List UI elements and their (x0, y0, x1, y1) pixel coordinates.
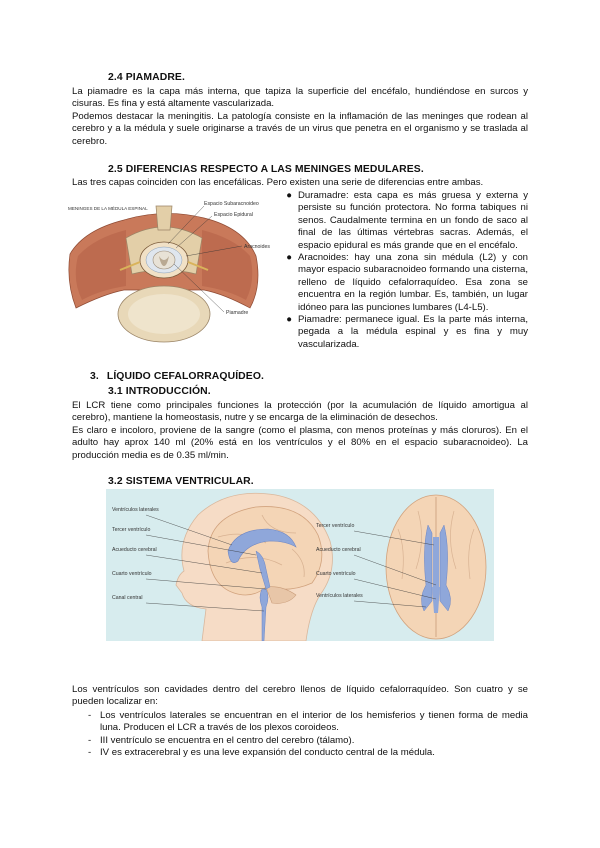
ventricular-system-figure (106, 489, 494, 641)
paragraph: El LCR tiene como principales funciones la protección (por la acumulación de líquido amortigua al cerebro), mantiene la homeostasis, nutre y se encarga de la eliminación de desechos. (72, 400, 528, 424)
dash-icon: - (88, 734, 92, 746)
section-piamadre-body (72, 86, 528, 148)
paragraph: Podemos destacar la meningitis. La patología consiste en la inflamación de las meninges que rodean al cerebro y a la médula y suele originarse a través de un virus que penetra en el organismo y se traslada al cerebro. (72, 110, 528, 147)
bullet-icon: ● (286, 314, 292, 326)
list-item: ● Piamadre: permanece igual. Es la parte más interna, pegada a la médula espinal y es fina y muy vascularizada. (276, 314, 528, 351)
section-heading-lcr: 3. LÍQUIDO CEFALORRAQUÍDEO. (90, 371, 264, 382)
section-heading-piamadre: 2.4 PIAMADRE. (108, 72, 185, 83)
section-introduccion-body (72, 400, 528, 462)
label-espacio-subaracnoideo: Espacio Subaracnoideo (204, 201, 259, 207)
label-espacio-epidural: Espacio Epidural (214, 212, 253, 218)
label-aracnoides: Aracnoides (244, 244, 270, 250)
list-item: - III ventrículo se encuentra en el centro del cerebro (tálamo). (72, 735, 528, 747)
section-heading-sistema-ventricular: 3.2 SISTEMA VENTRICULAR. (108, 476, 254, 487)
list-item: ● Aracnoides: hay una zona sin médula (L2) y con mayor espacio subaracnoideo formando una cisterna, relleno de líquido cefalorraquídeo. Esa zona se encuentra en la región lumbar. Es, también, un lugar idóneo para las punciones lumbares (L4-L5). (276, 252, 528, 314)
label-cuarto-ventriculo-top: Cuarto ventrículo (316, 571, 356, 577)
section-heading-introduccion: 3.1 INTRODUCCIÓN. (108, 386, 211, 397)
list-item: - Los ventrículos laterales se encuentran en el interior de los hemisferios y tienen forma de media luna. Producen el LCR a través de los plexos coroideos. (72, 710, 528, 735)
spinal-meninges-figure (64, 196, 274, 346)
dash-icon: - (88, 747, 92, 759)
label-canal-central: Canal central (112, 595, 143, 601)
paragraph: Es claro e incoloro, proviene de la sangre (como el plasma, con menos proteínas y más cloruros). En el adulto hay aprox 140 ml (20% está en los ventrículos y el 80% en el espacio subaracnoideo). La producción media es de 0.35 ml/min. (72, 424, 528, 461)
label-ventriculos-laterales-top: Ventrículos laterales (316, 593, 363, 599)
label-acueducto-cerebral: Acueducto cerebral (112, 547, 157, 553)
label-acueducto-cerebral-top: Acueducto cerebral (316, 547, 361, 553)
paragraph: Los ventrículos son cavidades dentro del cerebro llenos de líquido cefalorraquídeo. Son cuatro y se pueden localizar en: (72, 684, 528, 708)
label-cuarto-ventriculo: Cuarto ventrículo (112, 571, 152, 577)
list-item: ● Duramadre: esta capa es más gruesa y externa y persiste su función protectora. No forma tabiques ni senos. Caudalmente termina en un fondo de saco al final de las últimas vértebras sacras. Además, el espacio epidural es más grande que en el encéfalo. (276, 190, 528, 252)
meninges-differences-list (276, 190, 528, 351)
figure-caption: MENINGES DE LA MÉDULA ESPINAL (68, 206, 148, 211)
ventricles-list (72, 710, 528, 760)
label-tercer-ventriculo: Tercer ventrículo (112, 527, 151, 533)
bullet-icon: ● (286, 190, 292, 201)
label-tercer-ventriculo-top: Tercer ventrículo (316, 523, 355, 529)
section-heading-diferencias: 2.5 DIFERENCIAS RESPECTO A LAS MENINGES MEDULARES. (108, 164, 424, 175)
bullet-icon: ● (286, 252, 292, 264)
paragraph: La piamadre es la capa más interna, que tapiza la superficie del encéfalo, hundiéndose en surcos y cisuras. Es fina y está altamente vascularizada. (72, 86, 528, 110)
paragraph: Las tres capas coinciden con las encefálicas. Pero existen una serie de diferencias entre ambas. (72, 177, 484, 188)
list-item: - IV es extracerebral y es una leve expansión del conducto central de la médula. (72, 747, 528, 759)
label-ventriculos-laterales: Ventrículos laterales (112, 507, 159, 513)
label-piamadre: Piamadre (226, 310, 249, 316)
dash-icon: - (88, 710, 92, 721)
